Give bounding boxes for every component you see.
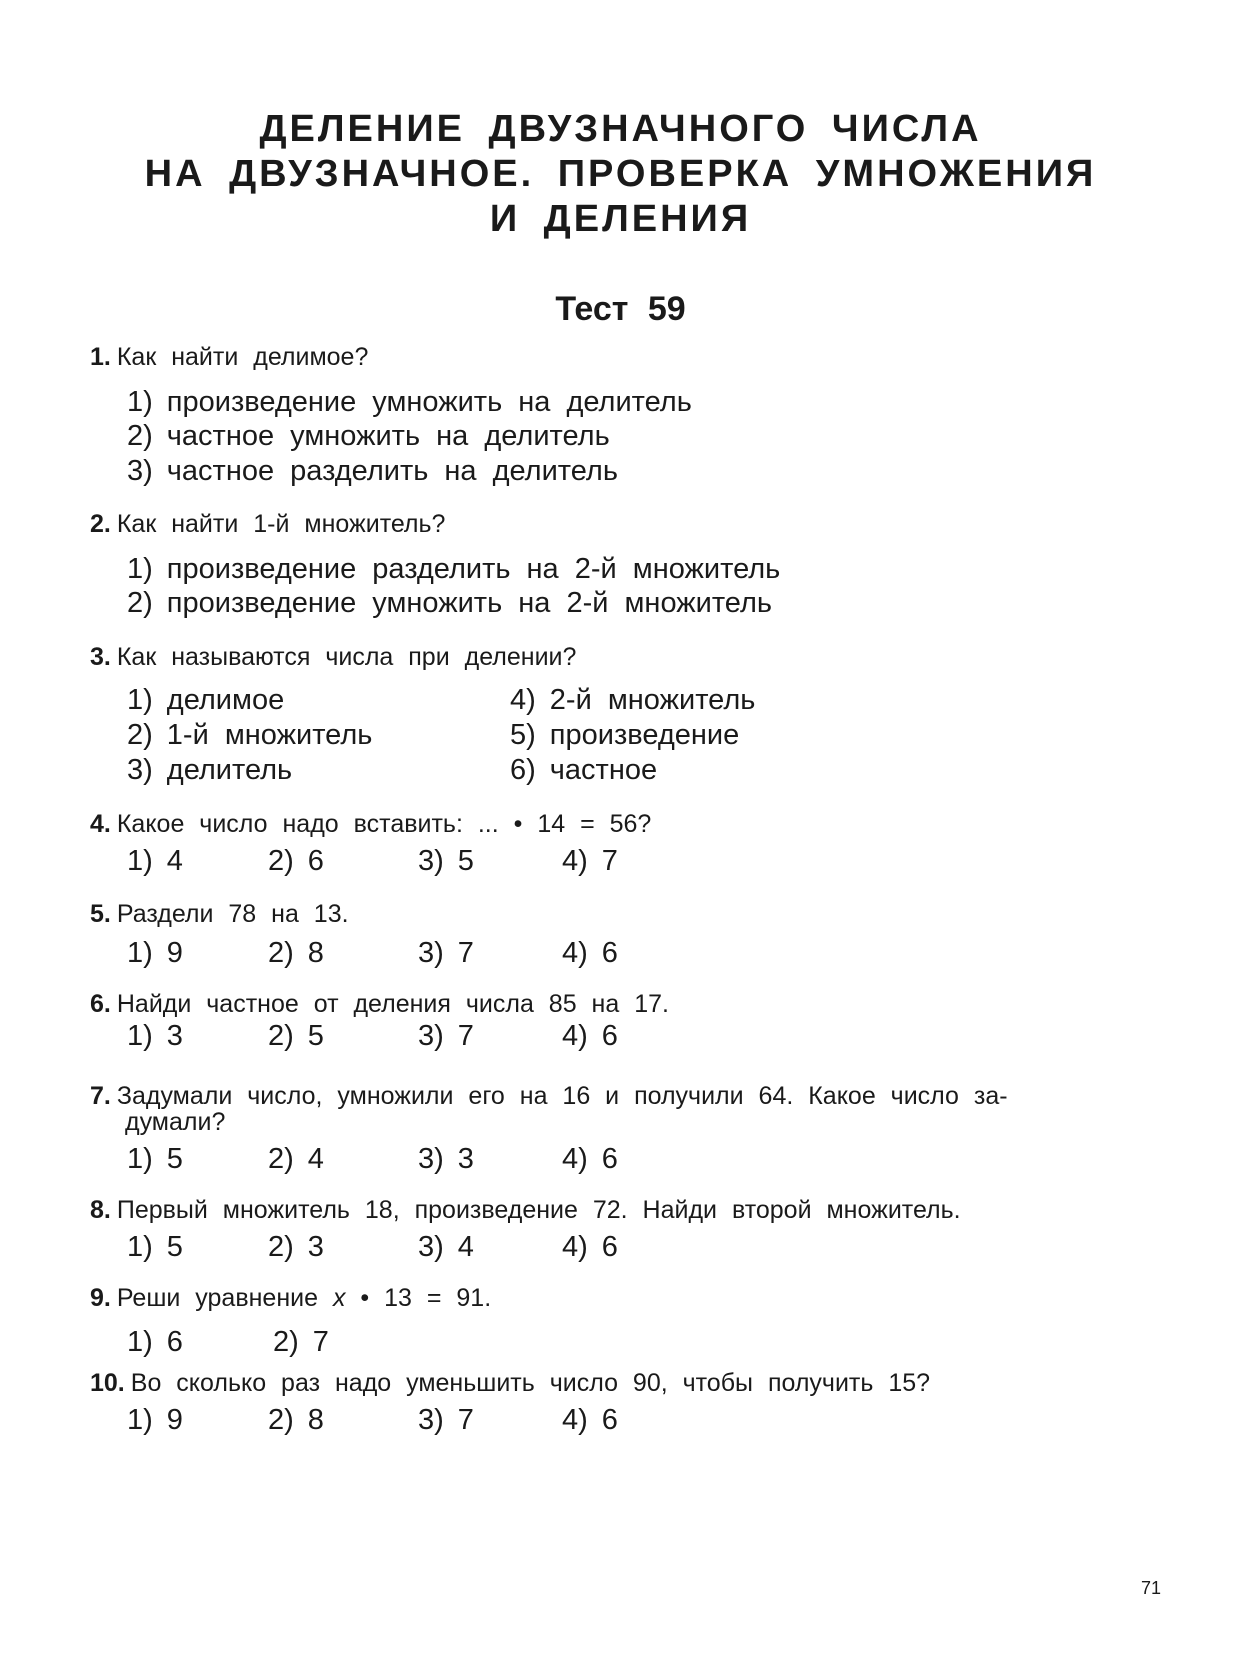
option-number: 3) bbox=[418, 1020, 444, 1052]
question-8 bbox=[90, 1196, 961, 1225]
option-number: 4) bbox=[562, 937, 588, 969]
answer-option[interactable] bbox=[562, 937, 618, 970]
option-number: 2) bbox=[268, 937, 294, 969]
question-number: 9. bbox=[90, 1284, 111, 1312]
option-text: 5 bbox=[166, 1231, 183, 1263]
question-7-continuation: думали? bbox=[125, 1108, 226, 1136]
question-number: 7. bbox=[90, 1082, 111, 1110]
question-text: Как называются числа при делении? bbox=[116, 643, 577, 671]
option-number: 4) bbox=[562, 1143, 588, 1175]
question-text-pre: Реши уравнение bbox=[116, 1284, 333, 1312]
answer-option[interactable] bbox=[562, 1020, 618, 1053]
question-text: Как найти 1-й множитель? bbox=[116, 510, 446, 538]
answer-option[interactable] bbox=[418, 1020, 474, 1053]
question-number: 6. bbox=[90, 990, 111, 1018]
option-text: частное разделить на делитель bbox=[166, 455, 618, 487]
variable-x: x bbox=[332, 1284, 346, 1312]
answer-option[interactable] bbox=[510, 684, 755, 717]
option-text: 1-й множитель bbox=[166, 719, 373, 751]
option-number: 2) bbox=[127, 587, 153, 619]
option-number: 2) bbox=[268, 1143, 294, 1175]
question-text: Какое число надо вставить: ... • 14 = 56? bbox=[116, 810, 652, 838]
option-text: 8 bbox=[307, 1404, 324, 1436]
option-number: 3) bbox=[418, 1143, 444, 1175]
option-text: 6 bbox=[601, 937, 618, 969]
option-number: 4) bbox=[562, 845, 588, 877]
page-title-line-2: НА ДВУЗНАЧНОЕ. ПРОВЕРКА УМНОЖЕНИЯ bbox=[144, 153, 1097, 195]
option-text: 4 bbox=[166, 845, 183, 877]
option-number: 2) bbox=[268, 1020, 294, 1052]
question-text-post: • 13 = 91. bbox=[345, 1284, 492, 1312]
answer-option[interactable] bbox=[562, 1404, 618, 1437]
option-number: 2) bbox=[127, 420, 153, 452]
option-text: 3 bbox=[166, 1020, 183, 1052]
option-number: 1) bbox=[127, 1326, 153, 1358]
answer-option[interactable] bbox=[127, 754, 292, 787]
question-number: 4. bbox=[90, 810, 111, 838]
question-4 bbox=[90, 810, 651, 839]
question-10 bbox=[90, 1369, 930, 1398]
question-text: Во сколько раз надо уменьшить число 90, чтобы получить 15? bbox=[130, 1369, 931, 1397]
option-text: 5 bbox=[166, 1143, 183, 1175]
page-number: 71 bbox=[1141, 1578, 1162, 1598]
option-text: 7 bbox=[312, 1326, 329, 1358]
option-number: 2) bbox=[268, 845, 294, 877]
option-text: 6 bbox=[601, 1404, 618, 1436]
answer-option[interactable] bbox=[127, 386, 692, 419]
option-text: 4 bbox=[307, 1143, 324, 1175]
option-number: 3) bbox=[127, 754, 153, 786]
option-text: 5 bbox=[457, 845, 474, 877]
answer-option[interactable] bbox=[562, 1143, 618, 1176]
answer-option[interactable] bbox=[562, 1231, 618, 1264]
question-3 bbox=[90, 643, 576, 672]
option-text: 4 bbox=[457, 1231, 474, 1263]
answer-option[interactable] bbox=[127, 1020, 183, 1053]
option-number: 2) bbox=[127, 719, 153, 751]
option-text: 6 bbox=[601, 1020, 618, 1052]
option-number: 4) bbox=[562, 1020, 588, 1052]
question-7 bbox=[90, 1082, 1008, 1111]
option-number: 6) bbox=[510, 754, 536, 786]
option-number: 2) bbox=[273, 1326, 299, 1358]
option-text: 7 bbox=[457, 937, 474, 969]
option-text: частное умножить на делитель bbox=[166, 420, 610, 452]
question-text: Первый множитель 18, произведение 72. Найди второй множитель. bbox=[116, 1196, 961, 1224]
option-text: 2-й множитель bbox=[549, 684, 756, 716]
answer-option[interactable] bbox=[127, 719, 372, 752]
answer-option[interactable] bbox=[418, 845, 474, 878]
option-text: делимое bbox=[166, 684, 285, 716]
answer-option[interactable] bbox=[127, 455, 618, 488]
option-number: 3) bbox=[418, 1404, 444, 1436]
option-text: произведение умножить на 2-й множитель bbox=[166, 587, 772, 619]
option-number: 1) bbox=[127, 1231, 153, 1263]
option-number: 2) bbox=[268, 1231, 294, 1263]
option-number: 1) bbox=[127, 684, 153, 716]
answer-option[interactable] bbox=[418, 1143, 474, 1176]
question-1 bbox=[90, 343, 368, 372]
option-text: 3 bbox=[307, 1231, 324, 1263]
answer-option[interactable] bbox=[127, 1404, 183, 1437]
answer-option[interactable] bbox=[127, 553, 780, 586]
option-number: 4) bbox=[562, 1231, 588, 1263]
option-text: 8 bbox=[307, 937, 324, 969]
option-text: 6 bbox=[166, 1326, 183, 1358]
answer-option[interactable] bbox=[418, 1231, 474, 1264]
answer-option[interactable] bbox=[268, 1143, 324, 1176]
answer-option[interactable] bbox=[268, 1020, 324, 1053]
question-number: 10. bbox=[90, 1369, 125, 1397]
question-text: Найди частное от деления числа 85 на 17. bbox=[116, 990, 669, 1018]
page-title-line-3: И ДЕЛЕНИЯ bbox=[489, 198, 752, 240]
question-text: Как найти делимое? bbox=[116, 343, 369, 371]
option-number: 1) bbox=[127, 845, 153, 877]
answer-option[interactable] bbox=[127, 1231, 183, 1264]
test-title: Тест 59 bbox=[555, 290, 686, 328]
option-text: 6 bbox=[601, 1231, 618, 1263]
option-text: 9 bbox=[166, 937, 183, 969]
question-2 bbox=[90, 510, 445, 539]
question-6 bbox=[90, 990, 669, 1019]
option-number: 4) bbox=[510, 684, 536, 716]
answer-option[interactable] bbox=[127, 1143, 183, 1176]
answer-option[interactable] bbox=[418, 1404, 474, 1437]
option-number: 4) bbox=[562, 1404, 588, 1436]
answer-option[interactable] bbox=[127, 587, 772, 620]
option-number: 1) bbox=[127, 1404, 153, 1436]
option-number: 3) bbox=[418, 1231, 444, 1263]
question-text: Раздели 78 на 13. bbox=[116, 900, 349, 928]
option-number: 3) bbox=[418, 845, 444, 877]
question-number: 1. bbox=[90, 343, 111, 371]
option-text: 6 bbox=[307, 845, 324, 877]
answer-option[interactable] bbox=[418, 937, 474, 970]
answer-option[interactable] bbox=[268, 937, 324, 970]
answer-option[interactable] bbox=[562, 845, 618, 878]
option-text: 7 bbox=[601, 845, 618, 877]
option-text: произведение разделить на 2-й множитель bbox=[166, 553, 781, 585]
answer-option[interactable] bbox=[127, 937, 183, 970]
question-number: 8. bbox=[90, 1196, 111, 1224]
option-text: произведение умножить на делитель bbox=[166, 386, 692, 418]
option-number: 2) bbox=[268, 1404, 294, 1436]
option-number: 5) bbox=[510, 719, 536, 751]
option-number: 3) bbox=[127, 455, 153, 487]
answer-option[interactable] bbox=[268, 1231, 324, 1264]
option-number: 1) bbox=[127, 386, 153, 418]
option-text: 3 bbox=[457, 1143, 474, 1175]
answer-option[interactable] bbox=[268, 1404, 324, 1437]
answer-option[interactable] bbox=[127, 684, 284, 717]
option-text: произведение bbox=[549, 719, 740, 751]
option-number: 3) bbox=[418, 937, 444, 969]
option-number: 1) bbox=[127, 553, 153, 585]
answer-option[interactable] bbox=[127, 845, 183, 878]
option-text: частное bbox=[549, 754, 658, 786]
question-number: 3. bbox=[90, 643, 111, 671]
option-number: 1) bbox=[127, 1020, 153, 1052]
question-text: Задумали число, умножили его на 16 и получили 64. Какое число за- bbox=[116, 1082, 1008, 1110]
answer-option[interactable] bbox=[268, 845, 324, 878]
question-5 bbox=[90, 900, 349, 929]
answer-option[interactable] bbox=[510, 719, 739, 752]
option-text: делитель bbox=[166, 754, 293, 786]
option-number: 1) bbox=[127, 1143, 153, 1175]
option-text: 5 bbox=[307, 1020, 324, 1052]
page-title-line-1: ДЕЛЕНИЕ ДВУЗНАЧНОГО ЧИСЛА bbox=[259, 108, 982, 150]
answer-option[interactable] bbox=[127, 1326, 183, 1359]
answer-option[interactable] bbox=[510, 754, 657, 787]
question-number: 2. bbox=[90, 510, 111, 538]
answer-option[interactable] bbox=[273, 1326, 329, 1359]
question-number: 5. bbox=[90, 900, 111, 928]
option-text: 7 bbox=[457, 1404, 474, 1436]
option-text: 6 bbox=[601, 1143, 618, 1175]
question-9 bbox=[90, 1284, 491, 1313]
answer-option[interactable] bbox=[127, 420, 610, 453]
option-text: 7 bbox=[457, 1020, 474, 1052]
option-text: 9 bbox=[166, 1404, 183, 1436]
option-number: 1) bbox=[127, 937, 153, 969]
